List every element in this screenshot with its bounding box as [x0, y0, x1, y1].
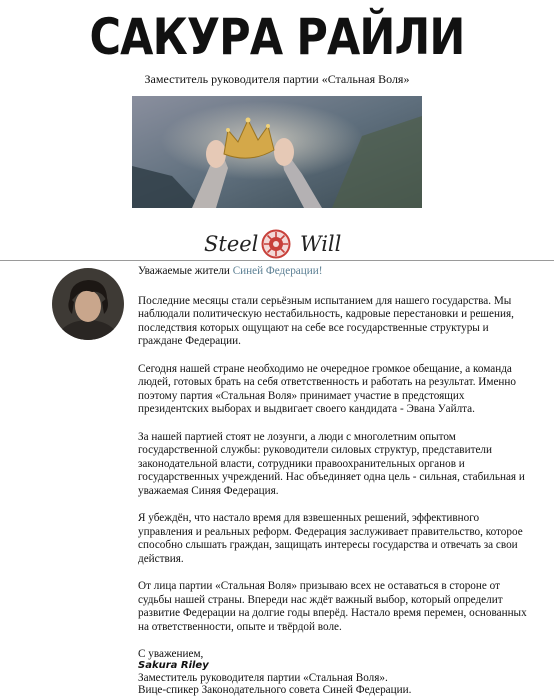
greeting-prefix: Уважаемые жители [138, 265, 233, 277]
hero-image-crown [132, 96, 422, 208]
sign-title-2: Вице-спикер Законодательного совета Синей Федерации. [138, 684, 412, 697]
signature: Sakura Riley [138, 660, 209, 672]
paragraph: За нашей партией стоят не лозунги, а люди с многолетним опытом государственной службы: руководители силовых структур, представители законодательной власти, сотрудники правоохранительных органов и государственных учреждений. Нас объединяет одна цель - сильная, стабильная и уважаемая Синяя Федерация. [138, 430, 525, 497]
paragraph: От лица партии «Стальная Воля» призываю всех не оставаться в стороне от судьбы нашей страны. Впереди нас ждёт важный выбор, который определит развитие Федерации на долгие годы вперёд. Настало время перемен, основанных на ответственности, опыте и твёрдой воле. [138, 580, 527, 633]
party-logo [200, 226, 354, 260]
page-title: САКУРА РАЙЛИ [89, 8, 465, 66]
letter-body [138, 265, 533, 697]
paragraph: Последние месяцы стали серьёзным испытанием для нашего государства. Мы наблюдали политическую нестабильность, кадровые перестановки и решения, последствия которых ощущают на себе все государственные структуры и граждане Федерации. [138, 294, 514, 348]
greeting [138, 265, 533, 279]
header-divider [0, 260, 554, 261]
greeting-accent: Синей Федерации! [232, 265, 323, 277]
logo-emblem-icon [261, 229, 291, 259]
logo-word-steel: Steel [204, 232, 259, 256]
page-subtitle: Заместитель руководителя партии «Стальная Воля» [144, 72, 410, 86]
avatar [52, 268, 124, 340]
closing: С уважением, [138, 648, 204, 661]
paragraph: Я убеждён, что настало время для взвешенных решений, эффективного управления и реальных реформ. Федерация заслуживает правительство, которое способно слышать граждан, защищать интересы государства и отвечать за свои действия. [138, 512, 523, 565]
paragraph: Сегодня нашей стране необходимо не очередное громкое обещание, а команда людей, готовых брать на себя ответственность и работать на результат. Именно поэтому партия «Стальная Воля» принимает участие в предстоящих президентских выборах и выдвигает своего кандидата - Эвана Уайлта. [138, 362, 516, 416]
logo-word-will: Will [300, 232, 342, 256]
sign-title-1: Заместитель руководителя партии «Стальная Воля». [138, 672, 388, 685]
